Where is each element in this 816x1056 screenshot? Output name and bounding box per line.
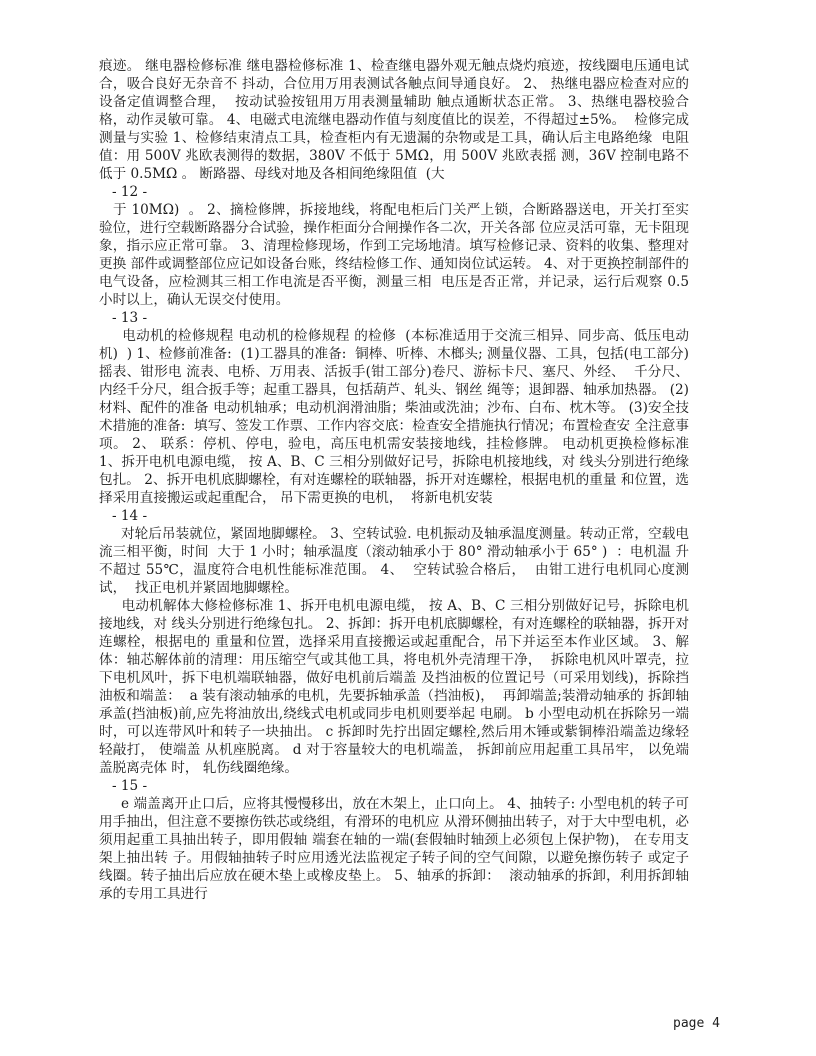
page-content <box>99 57 694 903</box>
inline-page-number-14: - 14 - <box>99 508 148 524</box>
inline-page-number-12: - 12 - <box>99 184 148 200</box>
paragraph-motor-installation: 对轮后吊装就位，紧固地脚螺栓。 3、空转试验. 电机振动及轴承温度测量。转动正常，空载电流三相平衡，时间 大于 1 小时；轴承温度（滚动轴承小于 80° 滑动轴承小于 65° ) ：电机温 升不超过 55℃，温度符合电机性能标准范围。 4、 空转试验合格后， 由钳工进行电机同心度测试， 找正电机并紧固地脚螺栓。 <box>99 526 690 596</box>
inline-page-number-15: - 15 - <box>99 778 148 794</box>
paragraph-breaker-testing: 于 10MΩ) 。 2、摘检修牌，拆接地线，将配电柜后门关严上锁，合断路器送电，开关打至实 验位，进行空载断路器分合试验，操作柜面分合闸操作各二次，开关各部 位应灵活可靠，无卡阻现象，指示应正常可靠。 3、清理检修现场，作到工完场地清。填写检修记录、资料的收集、整理对更换 部件或调整部位应记如设备台账，终结检修工作、通知岗位试运转。 4、对于更换控制部件的电气设备，应检测其三相工作电流是否平衡，测量三相 电压是否正常，并记录，运行后观察 0.5 小时以上，确认无误交付使用。 <box>99 202 694 308</box>
inline-page-number-13: - 13 - <box>99 310 148 326</box>
paragraph-relay-maintenance: 痕迹。 继电器检修标准 继电器检修标准 1、检查继电器外观无触点烧灼痕迹，按线圈电压通电试合，吸合良好无杂音不 抖动，合位用万用表测试各触点间导通良好。 2、 热继电器应检查对应的设备定值调整合理， 按动试验按钮用万用表测量辅助 触点通断状态正常。 3、热继电器校验合格，动作灵敏可靠。 4、电磁式电流继电器动作值与刻度值比的误差，不得超过±5%。 检修完成测量与实验 1、检修结束清点工具，检查柜内有无遗漏的杂物或是工具，确认后主电路绝缘 电阻值：用 500V 兆欧表测得的数据，380V 不低于 5MΩ，用 500V 兆欧表摇 测，36V 控制电路不低于 0.5MΩ 。 断路器、母线对地及各相间绝缘阻值 (大 <box>99 58 689 182</box>
paragraph-motor-overhaul: 电动机解体大修检修标准 1、拆开电机电源电缆， 按 A、B、C 三相分别做好记号，拆除电机接地线，对 线头分别进行绝缘包扎。 2、拆卸：拆开电机底脚螺栓，有对连螺栓的联轴器，拆开对连螺栓，根据电的 重量和位置，选择采用直接搬运或起重配合，吊下并运至本作业区域。 3、解体：轴芯解体前的清理：用压缩空气或其他工具，将电机外壳清理干净， 拆除电机风叶罩壳，拉下电机风叶，拆下电机端联轴器，做好电机前后端盖 及挡油板的位置记号（可采用划线)，拆除挡油板和端盖： a 装有滚动轴承的电机，先要拆轴承盖（挡油板)， 再卸端盖;装滑动轴承的 拆卸轴承盖(挡油板)前,应先将油放出,绕线式电机或同步电机则要举起 电刷。 b 小型电动机在拆除另一端时，可以连带风叶和转子一块抽出。 c 拆卸时先拧出固定螺栓,然后用木锤或紫铜棒沿端盖边缘轻轻敲打， 使端盖 从机座脱离。 d 对于容量较大的电机端盖， 拆卸前应用起重工具吊牢， 以免端盖脱离壳体 时， 轧伤线圈绝缘。 <box>99 598 689 776</box>
paragraph-rotor-extraction: e 端盖离开止口后，应将其慢慢移出，放在木架上，止口向上。 4、抽转子: 小型电机的转子可用手抽出，但注意不要擦伤铁芯或绕组，有滑环的电机应 从滑环侧抽出转子，对于大中型电机，必须用起重工具抽出转子，即用假轴 端套在轴的一端(套假轴时轴颈上必须包上保护物)， 在专用支架上抽出转 子。用假轴抽转子时应用透光法监视定子转子间的空气间隙，以避免擦伤转子 或定子线圈。转子抽出后应放在硬木垫上或橡皮垫上。 5、轴承的拆卸： 滚动轴承的拆卸，利用拆卸轴承的专用工具进行 <box>99 796 689 902</box>
page-footer: page 4 <box>673 1016 720 1031</box>
paragraph-motor-maintenance-rules: 电动机的检修规程 电动机的检修规程 的检修 (本标准适用于交流三相异、同步高、低压电动机) ) 1、检修前准备: (1)工器具的准备: 铜棒、听棒、木榔头; 测量仪器、工具，包括(电工部分)摇表、钳形电 流表、电桥、万用表、活扳手(钳工部分)卷尺、游标卡尺、塞尺、外经、 千分尺、内经千分尺，组合扳手等；起重工器具，包括葫芦、轧头、钢丝 绳等；退卸器、轴承加热器。 (2)材料、配件的准备 电动机轴承；电动机润滑油脂；柴油或洗油；沙布、白布、枕木等。 (3)安全技术措施的准备: 填写、签发工作票、工作内容交底：检查安全措施执行情况；布置检查安 全注意事项。 2、 联系：停机、停电，验电，高压电机需安装接地线，挂检修牌。 电动机更换检修标准 1、拆开电机电源电缆， 按 A、B、C 三相分别做好记号，拆除电机接地线，对 线头分别进行绝缘包扎。 2、拆开电机底脚螺栓，有对连螺栓的联轴器，拆开对连螺栓，根据电机的重量 和位置，选择采用直接搬运或起重配合， 吊下需更换的电机， 将新电机安装 <box>99 328 694 506</box>
